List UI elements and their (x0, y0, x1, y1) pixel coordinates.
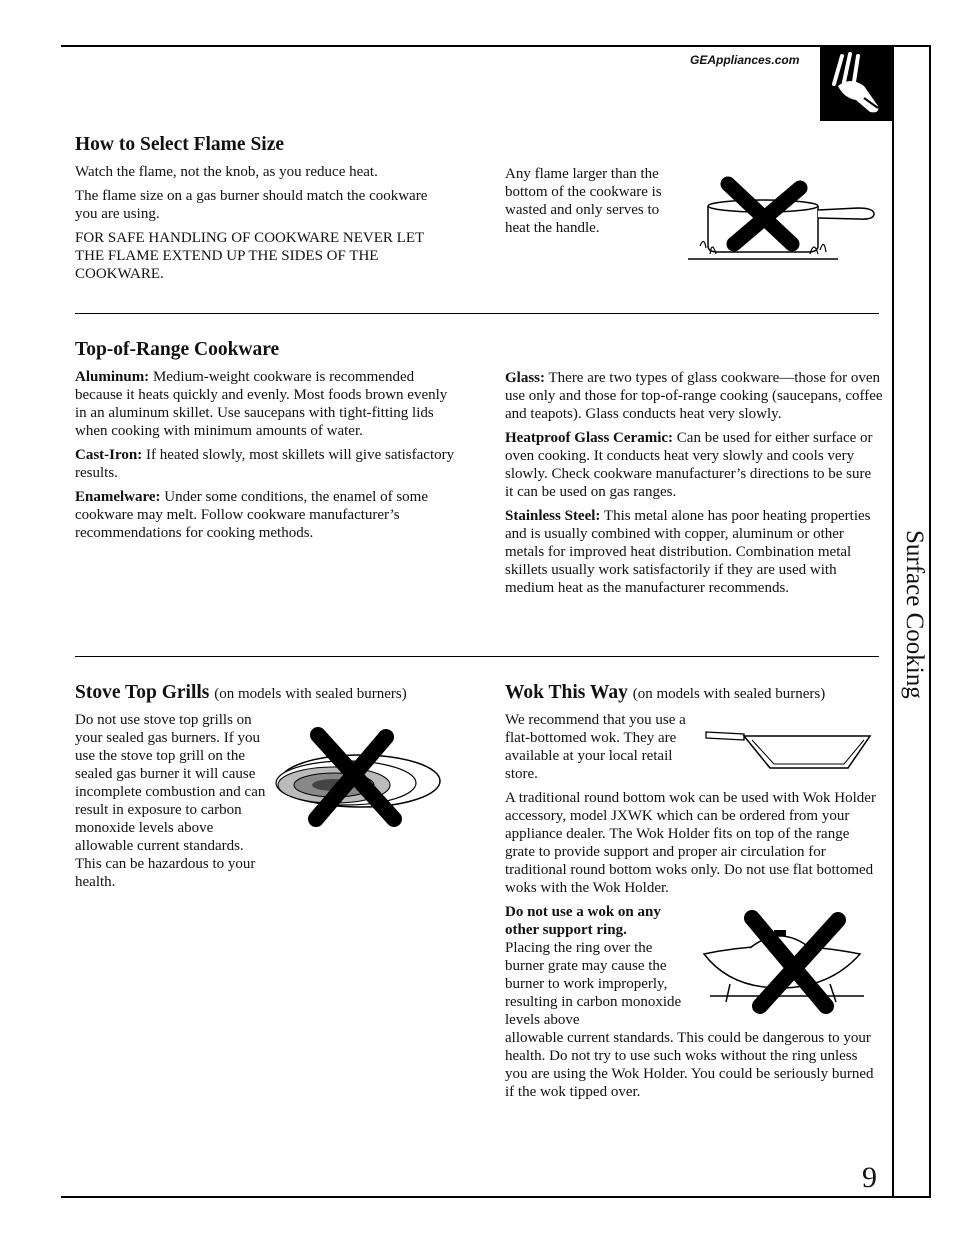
bottom-rule (61, 1196, 931, 1198)
flame-section-left (75, 134, 445, 289)
flame-side-text: Any flame larger than the bottom of the cookware is wasted and only serves to heat the handle. (505, 166, 662, 236)
wok-paragraph-2: A traditional round bottom wok can be used with Wok Holder accessory, model JXWK which can be ordered from your appliance dealer. The Wok Holder fits on top of the range grate to provide support and proper air circulation for traditional round bottom woks only. Do not use flat bottomed woks with the Wok Holder. (505, 790, 876, 897)
wok-warning-heading: Do not use a wok on any other support ring. (505, 904, 661, 939)
wok-warning-continued: allowable current standards. This could be dangerous to your health. Do not try to use such woks without the ring unless you are using the Wok Holder. You could be seriously burned if the wok tipped over. (505, 1030, 874, 1101)
grills-paragraph: Do not use stove top grills on your sealed gas burners. If you use the stove top grill on the sealed gas burner it will cause incomplete combustion and can result in exposure to carbon monoxide levels above allowable current standards. This can be hazardous to your health. (75, 712, 266, 891)
hand-pointer-icon (820, 46, 893, 121)
pan-with-flame-crossed-illustration (688, 170, 878, 262)
section-divider-1 (75, 313, 879, 314)
cookware-title: Top-of-Range Cookware (75, 339, 280, 360)
cookware-section-left (75, 339, 455, 548)
sidebar-title: Surface Cooking (901, 530, 928, 699)
glass-paragraph: Glass: There are two types of glass cookware—those for oven use only and those for top-of-range cooking (saucepans, coffee and teapots). Glass conducts heat very slowly. (505, 370, 883, 422)
flame-paragraph-3: FOR SAFE HANDLING OF COOKWARE NEVER LET THE FLAME EXTEND UP THE SIDES OF THE COOKWARE. (75, 230, 424, 283)
grill-crossed-illustration (272, 725, 444, 829)
website-url: GEAppliances.com (690, 53, 800, 67)
flame-paragraph-2: The flame size on a gas burner should match the cookware you are using. (75, 188, 428, 223)
top-rule (61, 45, 931, 47)
section-divider-2 (75, 656, 879, 657)
wok-on-ring-crossed-illustration (700, 910, 870, 1014)
flat-wok-illustration (704, 726, 876, 772)
enamelware-paragraph: Enamelware: Under some conditions, the enamel of some cookware may melt. Follow cookware manufacturer’s recommendations for cooking methods. (75, 489, 428, 542)
ceramic-paragraph: Heatproof Glass Ceramic: Can be used for either surface or oven cooking. It conducts heat very slowly and cools very slowly. Check cookware manufacturer’s directions to be sure it can be used on gas ranges. (505, 430, 873, 500)
flame-paragraph-1: Watch the flame, not the knob, as you reduce heat. (75, 164, 378, 181)
flame-title: How to Select Flame Size (75, 134, 285, 155)
wok-title: Wok This Way (on models with sealed burners) (505, 682, 826, 703)
wok-paragraph-1: We recommend that you use a flat-bottomed wok. They are available at your local retail store. (505, 712, 686, 783)
cookware-section-right (505, 369, 883, 603)
wok-warning-text: Placing the ring over the burner grate may cause the burner to work improperly, resulting in carbon monoxide levels above (505, 940, 682, 1029)
aluminum-paragraph: Aluminum: Medium-weight cookware is recommended because it heats quickly and evenly. Most foods brown evenly in an aluminum skillet. Use saucepans with tight-fitting lids when cooking with minimum amounts of water. (75, 369, 448, 440)
stainless-paragraph: Stainless Steel: This metal alone has poor heating properties and is usually combined with copper, aluminum or other metals for improved heat distribution. Combination metal skillets usually work satisfactorily if they are used with medium heat as the manufacturer recommends. (505, 508, 871, 596)
grills-title: Stove Top Grills (on models with sealed burners) (75, 682, 407, 703)
page-number: 9 (862, 1161, 877, 1194)
cast-iron-paragraph: Cast-Iron: If heated slowly, most skillets will give satisfactory results. (75, 447, 455, 482)
wok-warning-block (505, 903, 695, 1029)
